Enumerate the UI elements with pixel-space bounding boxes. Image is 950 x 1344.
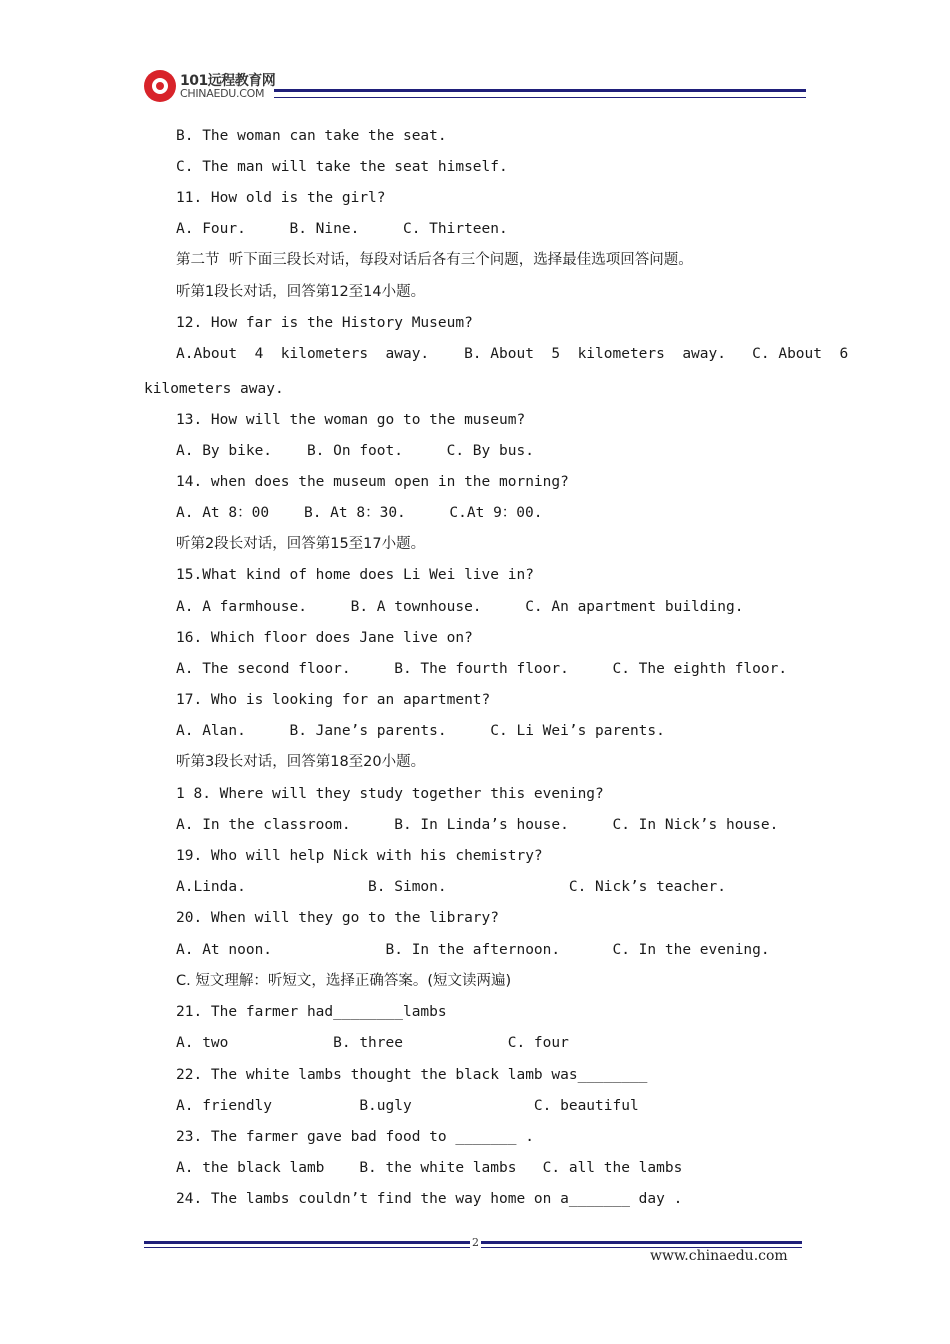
question-14: 14. when does the museum open in the morning? xyxy=(176,474,569,490)
question-24: 24. The lambs couldn’t find the way home on a_______ day . xyxy=(176,1191,683,1207)
question-21: 21. The farmer had________lambs xyxy=(176,1004,447,1020)
options-15: A. A farmhouse. B. A townhouse. C. An apartment building. xyxy=(176,599,744,615)
options-13: A. By bike. B. On foot. C. By bus. xyxy=(176,443,534,459)
options-17: A. Alan. B. Jane’s parents. C. Li Wei’s parents. xyxy=(176,723,665,739)
options-11: A. Four. B. Nine. C. Thirteen. xyxy=(176,221,508,237)
question-12: 12. How far is the History Museum? xyxy=(176,315,473,331)
question-22: 22. The white lambs thought the black lamb was________ xyxy=(176,1067,648,1083)
question-13: 13. How will the woman go to the museum? xyxy=(176,412,526,428)
question-23: 23. The farmer gave bad food to _______ . xyxy=(176,1129,534,1145)
options-23: A. the black lamb B. the white lambs C. all the lambs xyxy=(176,1160,683,1176)
section-heading: C. 短文理解：听短文，选择正确答案。(短文读两遍) xyxy=(176,973,512,989)
options-14: A. At 8：00 B. At 8：30. C.At 9：00. xyxy=(176,505,543,521)
question-11: 11. How old is the girl? xyxy=(176,190,386,206)
options-12-wrap: kilometers away. xyxy=(144,381,284,397)
dialogue-instruction: 听第3段长对话，回答第18至20小题。 xyxy=(176,754,426,770)
question-16: 16. Which floor does Jane live on? xyxy=(176,630,473,646)
options-16: A. The second floor. B. The fourth floor. C. The eighth floor. xyxy=(176,661,788,677)
question-17: 17. Who is looking for an apartment? xyxy=(176,692,491,708)
question-15: 15.What kind of home does Li Wei live in? xyxy=(176,567,534,583)
section-heading: 第二节 听下面三段长对话，每段对话后各有三个问题，选择最佳选项回答问题。 xyxy=(176,252,693,268)
text-line: C. The man will take the seat himself. xyxy=(176,159,508,175)
options-18: A. In the classroom. B. In Linda’s house. C. In Nick’s house. xyxy=(176,817,779,833)
header-rule-thin xyxy=(274,97,806,98)
options-21: A. two B. three C. four xyxy=(176,1035,569,1051)
logo-subtext: CHINAEDU.COM xyxy=(180,87,265,100)
text-line: B. The woman can take the seat. xyxy=(176,128,447,144)
chinaedu-logo-icon xyxy=(144,70,176,102)
options-20: A. At noon. B. In the afternoon. C. In the evening. xyxy=(176,942,770,958)
footer-url: www.chinaedu.com xyxy=(650,1248,788,1264)
question-18: 1 8. Where will they study together this evening? xyxy=(176,786,604,802)
dialogue-instruction: 听第2段长对话，回答第15至17小题。 xyxy=(176,536,426,552)
page-number: 2 xyxy=(472,1236,479,1249)
dialogue-instruction: 听第1段长对话，回答第12至14小题。 xyxy=(176,284,426,300)
question-19: 19. Who will help Nick with his chemistry? xyxy=(176,848,543,864)
logo-text: 101远程教育网 xyxy=(180,73,276,89)
question-20: 20. When will they go to the library? xyxy=(176,910,500,926)
options-12: A.About 4 kilometers away. B. About 5 kilometers away. C. About 6 xyxy=(176,346,849,362)
page-header xyxy=(144,68,806,108)
options-22: A. friendly B.ugly C. beautiful xyxy=(176,1098,639,1114)
options-19: A.Linda. B. Simon. C. Nick’s teacher. xyxy=(176,879,726,895)
header-rule-thick xyxy=(274,89,806,92)
